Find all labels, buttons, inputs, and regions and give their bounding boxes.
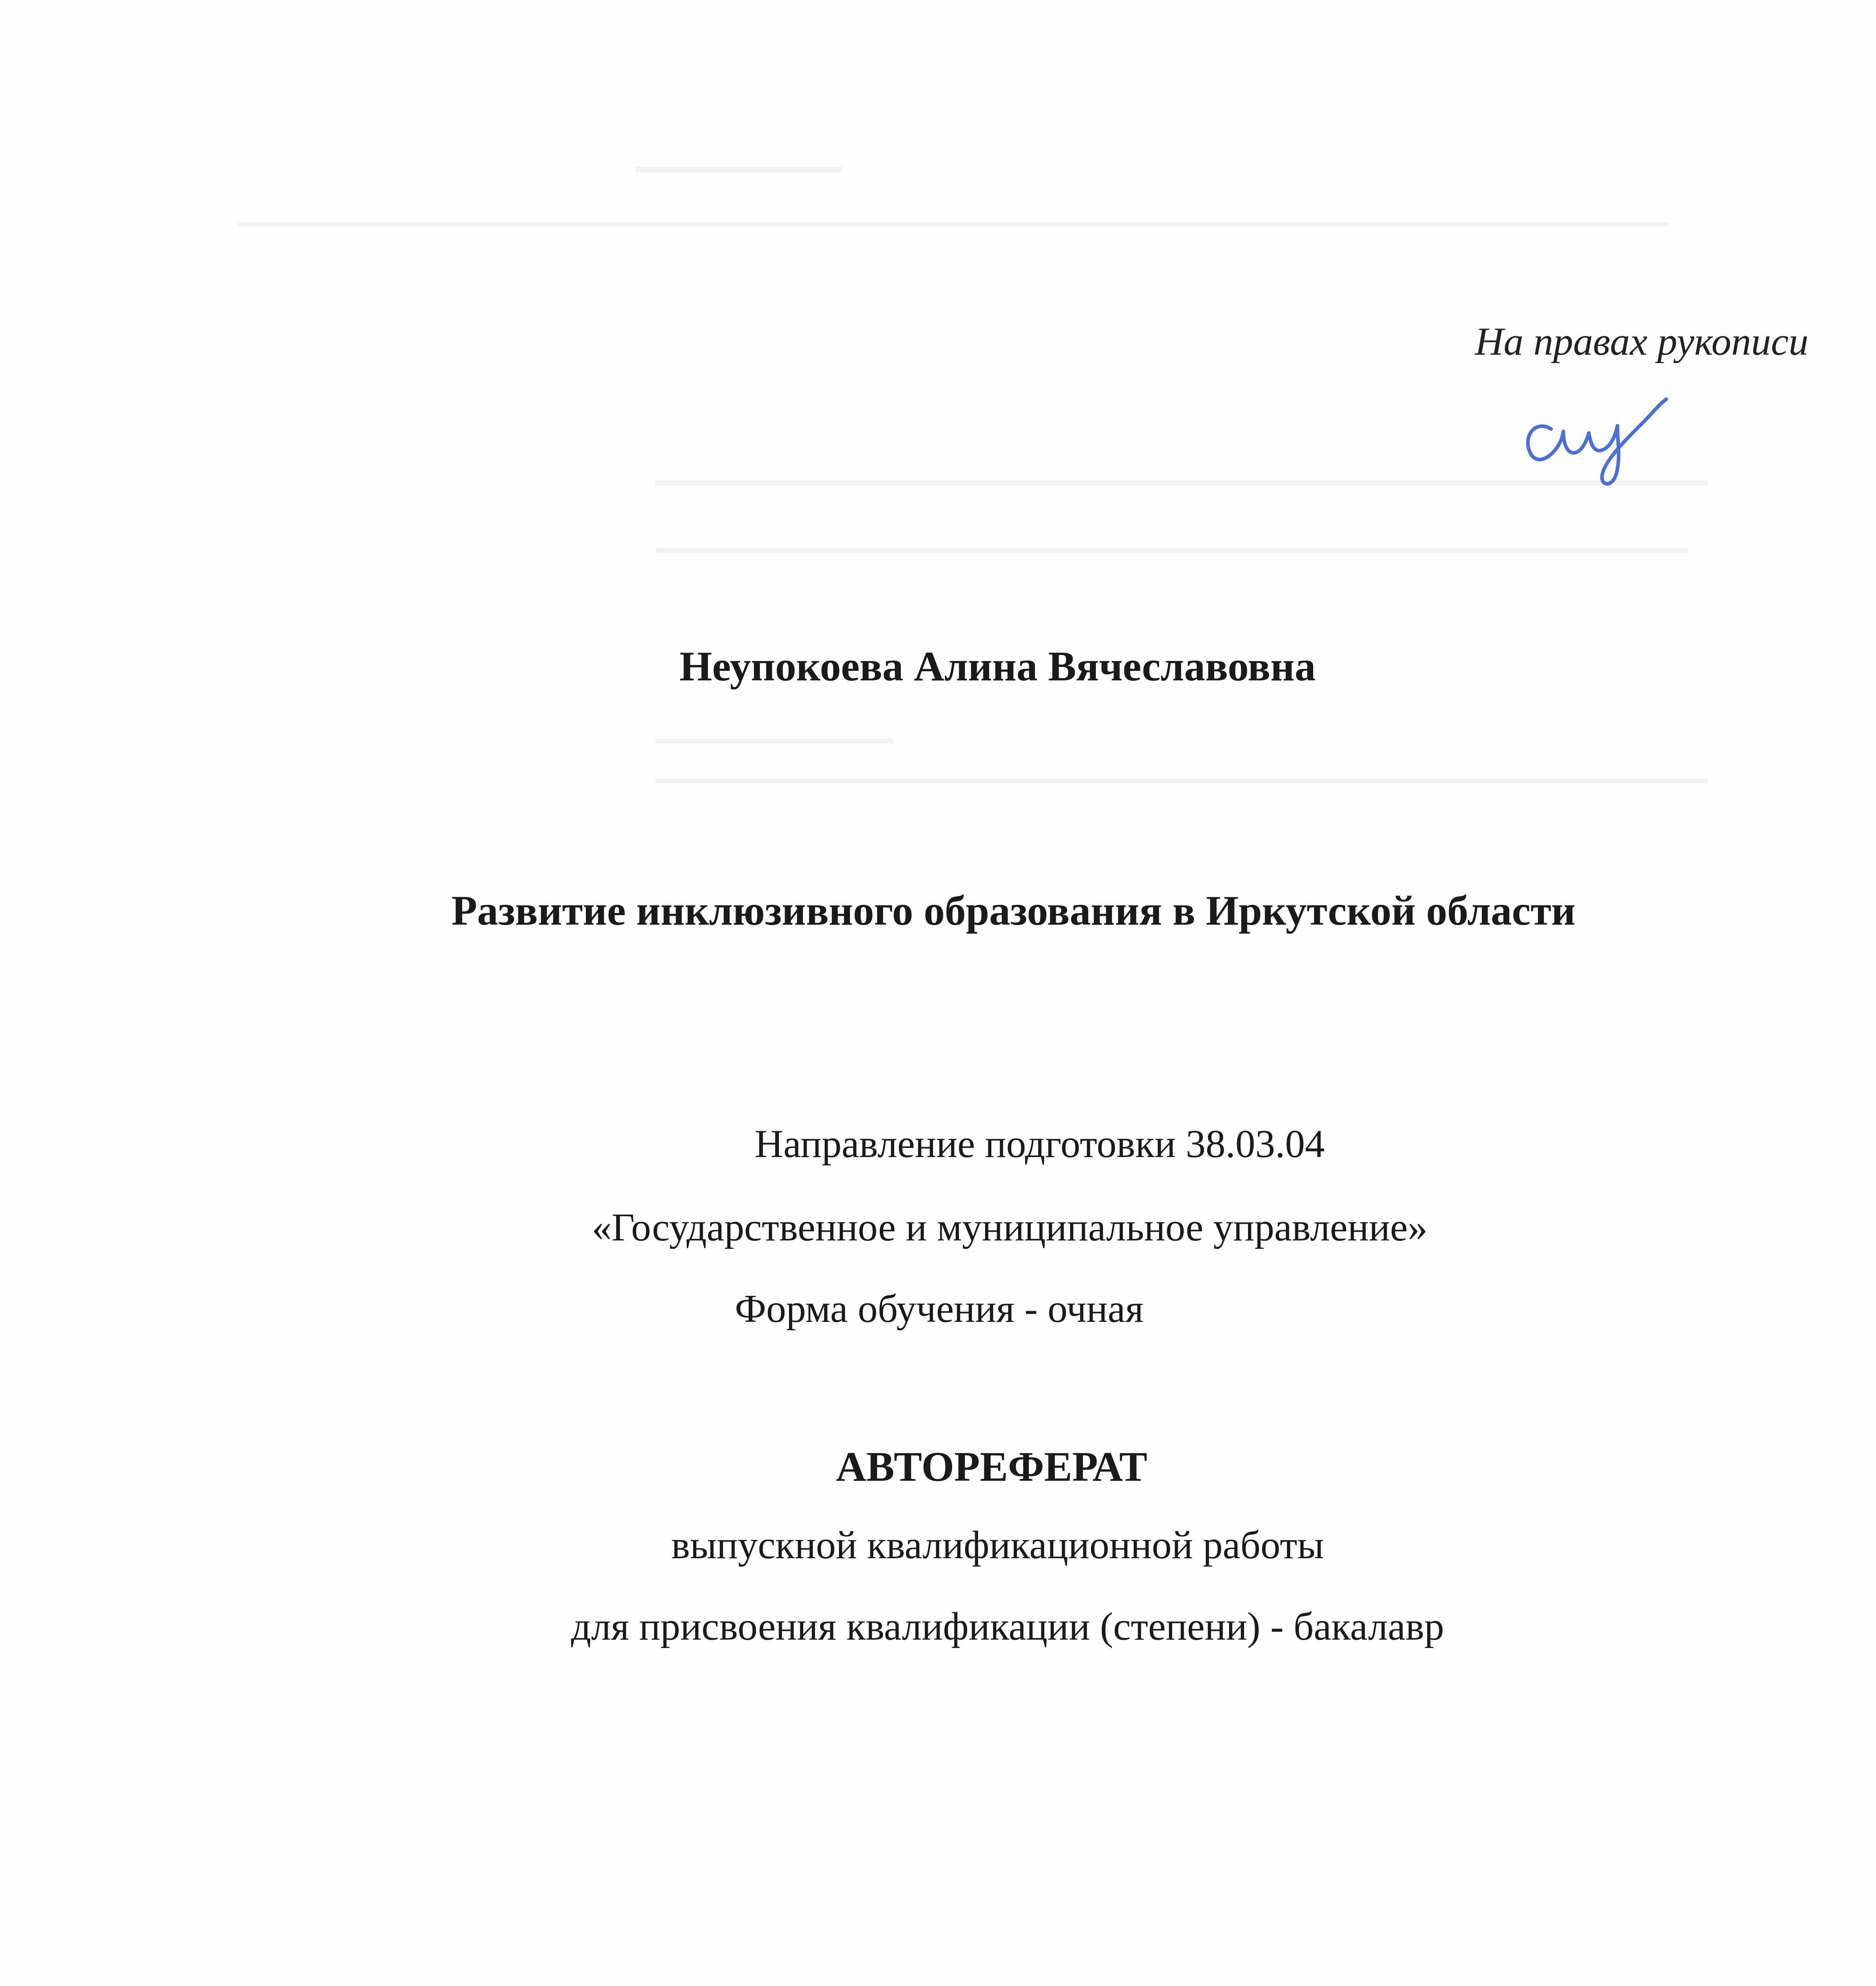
scan-artifact-4 [655,548,1688,553]
scan-artifact-6 [655,779,1708,783]
thesis-title: Развитие инклюзивного образования в Иркутской области [451,887,1576,934]
handwritten-signature-icon [1513,381,1688,500]
study-form: Форма обучения - очная [735,1287,1144,1331]
work-type: выпускной квалификационной работы [671,1523,1324,1567]
qualification-line: для присвоения квалификации (степени) - бакалавр [571,1604,1444,1648]
training-direction: Направление подготовки 38.03.04 [755,1122,1325,1166]
program-name: «Государственное и муниципальное управление» [592,1205,1428,1249]
document-type-heading: АВТОРЕФЕРАТ [836,1443,1148,1490]
scan-artifact-1 [636,167,842,172]
scan-artifact-2 [238,222,1668,226]
manuscript-note: На правах рукописи [1475,319,1808,363]
author-name: Неупокоева Алина Вячеславовна [679,643,1316,690]
scan-artifact-5 [655,739,894,744]
